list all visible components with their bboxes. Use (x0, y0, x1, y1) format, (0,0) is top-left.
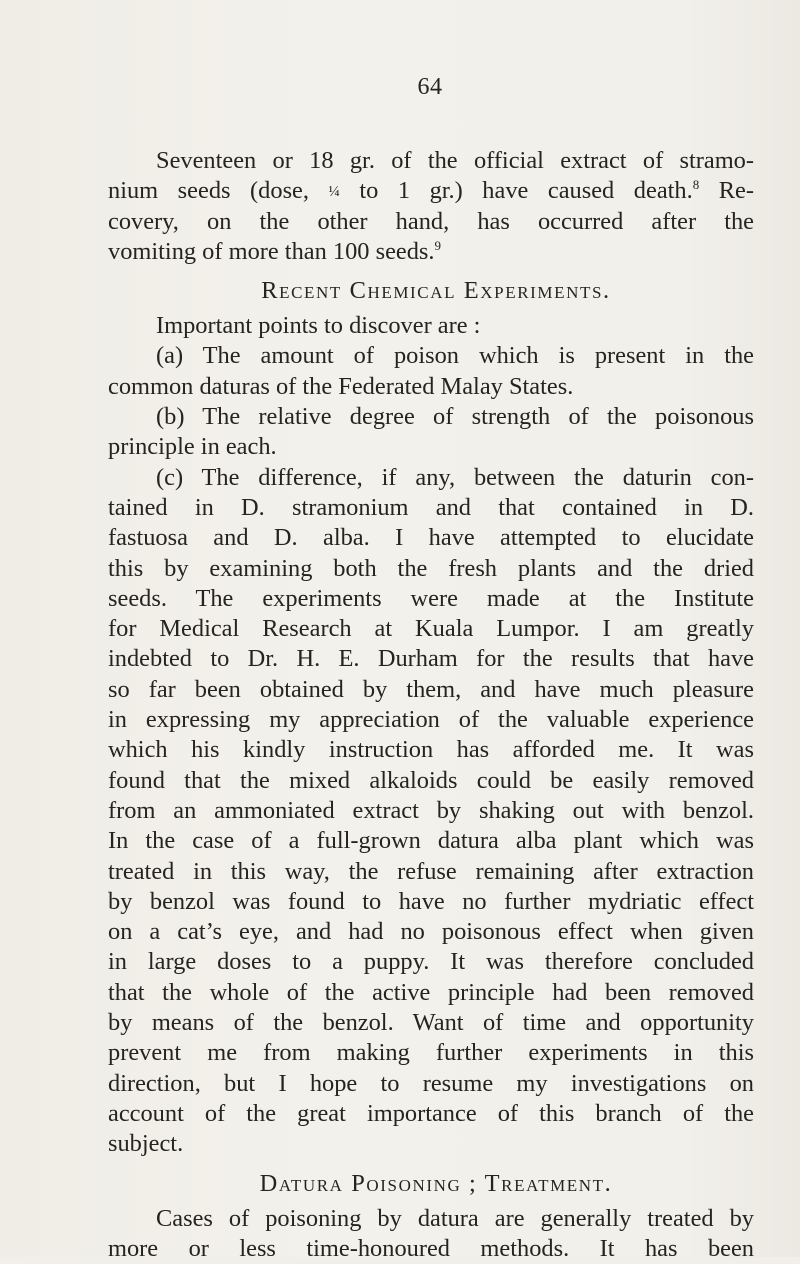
text-line: subject. (108, 1129, 754, 1159)
text-line: this by examining both the fresh plants and the dried (108, 554, 754, 584)
text-line: (b) The relative degree of strength of the poisonous (108, 402, 754, 432)
text-line: tained in D. stramonium and that contained in D. (108, 493, 754, 523)
text-line: found that the mixed alkaloids could be easily removed (108, 766, 754, 796)
text-line: more or less time-honoured methods. It has been (108, 1234, 754, 1264)
text-line: in expressing my appreciation of the valuable experience (108, 705, 754, 735)
text-line: nium seeds (dose, ¼ to 1 gr.) have caused death.$^8$ Re- (108, 176, 754, 206)
list-item-b (108, 402, 754, 463)
paragraph-points (108, 311, 754, 341)
page-number: 64 (0, 74, 800, 101)
text-line: Cases of poisoning by datura are generally treated by (108, 1204, 754, 1234)
paragraph-treatment (108, 1204, 754, 1264)
text-line: by benzol was found to have no further mydriatic effect (108, 887, 754, 917)
text-line: in large doses to a puppy. It was therefore concluded (108, 947, 754, 977)
text-line: (a) The amount of poison which is present in the (108, 341, 754, 371)
paragraph-intro (108, 146, 754, 267)
text-line: In the case of a full-grown datura alba plant which was (108, 826, 754, 856)
fraction-quarter: ¼ (329, 185, 340, 200)
footnote-marker: 9 (435, 238, 442, 253)
section-heading: Datura Poisoning ; Treatment. (108, 1166, 754, 1202)
text-line: treated in this way, the refuse remaining after extraction (108, 857, 754, 887)
text-line: (c) The difference, if any, between the daturin con- (108, 463, 754, 493)
text-line: vomiting of more than 100 seeds.$^9$ (108, 237, 754, 267)
text-line: for Medical Research at Kuala Lumpor. I am greatly (108, 614, 754, 644)
text-line: prevent me from making further experiments in this (108, 1038, 754, 1068)
text-line: on a cat’s eye, and had no poisonous effect when given (108, 917, 754, 947)
section-heading: Recent Chemical Experiments. (108, 273, 754, 309)
text-line: principle in each. (108, 432, 754, 462)
footnote-marker: 8 (693, 177, 700, 192)
list-item-a (108, 341, 754, 402)
text-line: from an ammoniated extract by shaking out with benzol. (108, 796, 754, 826)
text-line: seeds. The experiments were made at the Institute (108, 584, 754, 614)
text-line: account of the great importance of this branch of the (108, 1099, 754, 1129)
text-line: Important points to discover are : (108, 311, 754, 341)
text-line: indebted to Dr. H. E. Durham for the results that have (108, 644, 754, 674)
text-line: common daturas of the Federated Malay States. (108, 372, 754, 402)
list-item-c (108, 463, 754, 1160)
text-line: Seventeen or 18 gr. of the official extract of stramo- (108, 146, 754, 176)
text-line: by means of the benzol. Want of time and opportunity (108, 1008, 754, 1038)
text-line: so far been obtained by them, and have much pleasure (108, 675, 754, 705)
page-body (108, 146, 754, 1264)
text-line: covery, on the other hand, has occurred after the (108, 207, 754, 237)
text-line: direction, but I hope to resume my investigations on (108, 1069, 754, 1099)
text-line: which his kindly instruction has afforded me. It was (108, 735, 754, 765)
text-line: that the whole of the active principle had been removed (108, 978, 754, 1008)
text-line: fastuosa and D. alba. I have attempted to elucidate (108, 523, 754, 553)
